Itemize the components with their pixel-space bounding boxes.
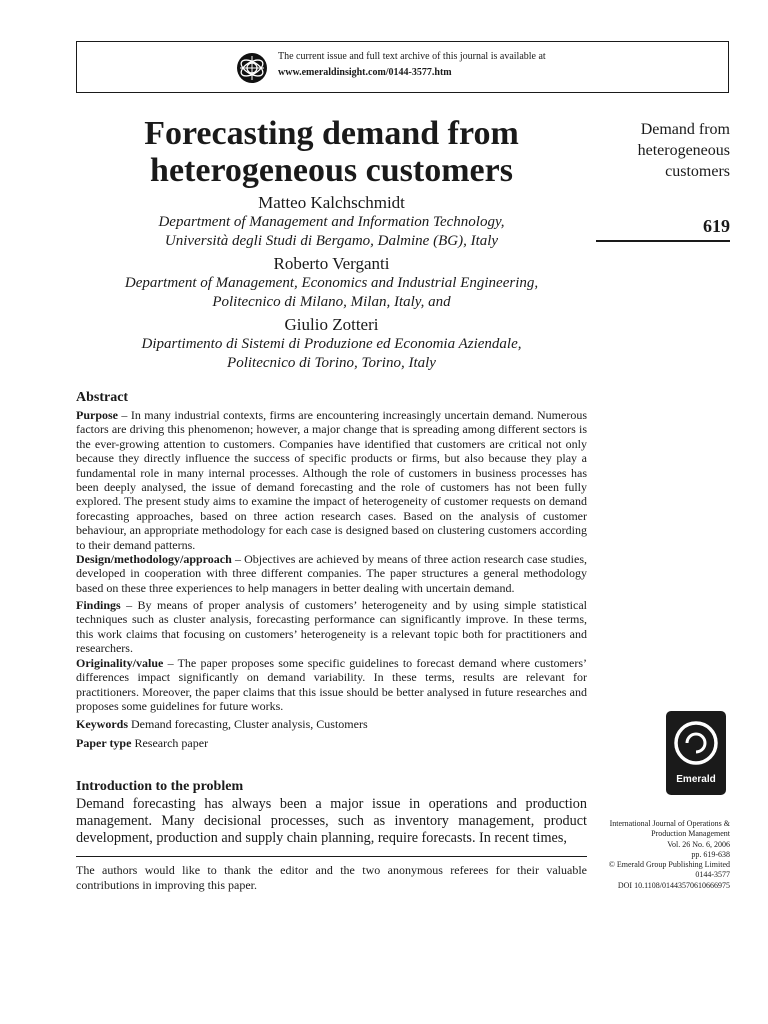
design-label: Design/methodology/approach (76, 552, 232, 566)
design-text: – Objectives are achieved by means of three action research case studies, developed in cooperation with three different companies. The paper structures a general methodology based on these three experiences to help managers in better dealing with uncertain demand. (76, 552, 587, 595)
abstract-purpose (76, 408, 587, 552)
paper-type-label: Paper type (76, 736, 132, 750)
archive-url-link[interactable]: www.emeraldinsight.com/0144-3577.htm (278, 67, 452, 78)
purpose-text: – In many industrial contexts, firms are encountering increasingly uncertain demand. Numerous factors are driving this phenomenon; however, a major change that is spreading among different sectors is the ever-growing attention to customers. Companies have identified that customers are critical not only because they directly influence the success of specific products or firms, but also because they play a fundamental role in many internal processes. Although the role of customers in business processes has been deeply analysed, the issue of demand forecasting and the role of customers has not been fully explored. The present study aims to examine the impact of heterogeneity of customer requests on demand forecasting approaches, based on three action research cases. Based on the analysis of customer behaviour, an appropriate methodology for each case is designed based on clustering customers according to their demand patterns. (76, 408, 587, 552)
emerald-logo-text: Emerald (676, 774, 716, 785)
affiliation-line: Università degli Studi di Bergamo, Dalmine (BG), Italy (164, 233, 499, 249)
journal-info-line: Production Management (651, 829, 730, 839)
affiliation-line: Politecnico di Milano, Milan, Italy, and (212, 294, 451, 310)
emerald-swirl-icon (666, 711, 726, 773)
running-title-line: customers (665, 163, 730, 180)
author-name: Roberto Verganti (273, 254, 390, 273)
journal-info-line: © Emerald Group Publishing Limited (608, 860, 730, 870)
title-line-2: heterogeneous customers (150, 152, 513, 189)
keywords-label: Keywords (76, 717, 128, 731)
paper-title (76, 115, 587, 189)
globe-icon (236, 52, 268, 84)
findings-text: – By means of proper analysis of customers’ heterogeneity and by using simple statistical techniques such as cluster analysis, forecasting performance can significantly improve. In these terms, this work claims that focusing on customers’ heterogeneity is a relevant topic both for practitioners and researchers. (76, 598, 587, 656)
journal-info-line: DOI 10.1108/01443570610666975 (617, 880, 730, 890)
affiliation-line: Dipartimento di Sistemi di Produzione ed Economia Aziendale, (141, 336, 522, 352)
originality-label: Originality/value (76, 656, 164, 670)
purpose-label: Purpose (76, 408, 118, 422)
page-number-rule (596, 240, 730, 242)
affiliation-line: Politecnico di Torino, Torino, Italy (227, 355, 436, 371)
archive-notice: The current issue and full text archive of this journal is available at (278, 51, 546, 62)
abstract-design (76, 552, 587, 595)
keywords (76, 717, 587, 731)
journal-info-line: pp. 619-638 (691, 849, 730, 859)
author-affiliation (76, 213, 587, 251)
section-heading: Introduction to the problem (76, 779, 244, 794)
author-affiliation (76, 335, 587, 373)
abstract-heading: Abstract (76, 390, 129, 405)
journal-info-line: International Journal of Operations & (609, 819, 730, 828)
keywords-text: Demand forecasting, Cluster analysis, Customers (128, 717, 368, 731)
running-title-line: heterogeneous (637, 142, 730, 159)
abstract-originality (76, 656, 587, 714)
footnote-rule (76, 856, 587, 857)
affiliation-line: Department of Management, Economics and Industrial Engineering, (124, 275, 539, 291)
paper-type-text: Research paper (131, 736, 209, 750)
originality-text: – The paper proposes some specific guidelines to forecast demand where customers’ differences impact significantly on demand variability. In these terms, results are relevant for practitioners. Moreover, the paper claims that this issue should be better analysed in future researches and proposes some guidelines for future works. (76, 656, 587, 714)
abstract-findings (76, 598, 587, 656)
journal-info-line: Vol. 26 No. 6, 2006 (667, 839, 730, 849)
author-affiliation (76, 274, 587, 312)
running-title (596, 119, 730, 182)
author-name: Giulio Zotteri (284, 315, 379, 334)
affiliation-line: Department of Management and Information Technology, (158, 214, 505, 230)
journal-info-line: 0144-3577 (695, 870, 730, 880)
running-title-line: Demand from (640, 121, 730, 138)
page-number: 619 (703, 216, 730, 236)
author-name: Matteo Kalchschmidt (258, 193, 405, 212)
findings-label: Findings (76, 598, 121, 612)
paper-type (76, 736, 587, 750)
acknowledgement-footnote: The authors would like to thank the editor and the two anonymous referees for their valuable contributions in improving this paper. (76, 863, 587, 892)
title-line-1: Forecasting demand from (144, 115, 519, 152)
journal-info (588, 819, 730, 891)
intro-paragraph: Demand forecasting has always been a major issue in operations and production management. Many decisional processes, such as inventory management, product development, production and supply chain planning, require forecasts. In recent times, (76, 796, 587, 846)
